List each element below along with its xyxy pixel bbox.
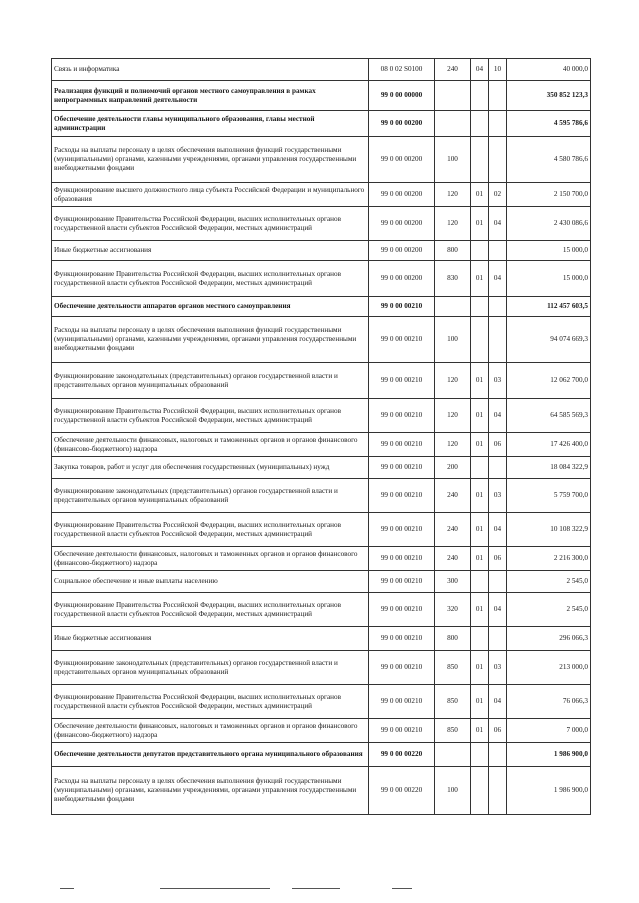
row-expense-type-cell	[435, 81, 471, 111]
table-row	[52, 571, 591, 593]
row-subsection-cell: 03	[489, 651, 507, 685]
row-expense-type-cell: 120	[435, 207, 471, 241]
row-name-cell: Функционирование Правительства Российской Федерации, высших исполнительных органов государственной власти субъектов Российской Федерации, местных администраций	[52, 207, 369, 241]
row-section-cell	[471, 627, 489, 651]
row-section-cell: 01	[471, 547, 489, 571]
row-expense-type-cell: 850	[435, 719, 471, 743]
footer-scan-lines	[0, 888, 639, 894]
row-name-cell: Функционирование высшего должностного лица субъекта Российской Федерации и муниципального образования	[52, 183, 369, 207]
row-section-cell: 01	[471, 207, 489, 241]
row-expense-type-cell: 240	[435, 513, 471, 547]
row-section-cell	[471, 571, 489, 593]
table-row	[52, 513, 591, 547]
row-code-cell: 99 0 00 00200	[369, 111, 435, 137]
row-section-cell: 01	[471, 651, 489, 685]
row-subsection-cell: 03	[489, 363, 507, 399]
row-subsection-cell	[489, 743, 507, 767]
row-name-cell: Обеспечение деятельности главы муниципального образования, главы местной администрации	[52, 111, 369, 137]
row-expense-type-cell: 120	[435, 399, 471, 433]
budget-table	[51, 58, 591, 815]
row-name-cell: Функционирование Правительства Российской Федерации, высших исполнительных органов государственной власти субъектов Российской Федерации, местных администраций	[52, 399, 369, 433]
row-name-cell: Функционирование законодательных (представительных) органов государственной власти и представительных органов муниципальных образований	[52, 479, 369, 513]
row-section-cell	[471, 241, 489, 261]
row-sum-cell: 2 545,0	[507, 571, 591, 593]
table-row	[52, 743, 591, 767]
row-subsection-cell	[489, 457, 507, 479]
row-sum-cell: 10 108 322,9	[507, 513, 591, 547]
row-code-cell: 99 0 00 00210	[369, 479, 435, 513]
row-code-cell: 99 0 00 00210	[369, 433, 435, 457]
row-expense-type-cell	[435, 743, 471, 767]
row-code-cell: 99 0 00 00210	[369, 651, 435, 685]
row-subsection-cell	[489, 627, 507, 651]
row-expense-type-cell: 200	[435, 457, 471, 479]
row-expense-type-cell: 120	[435, 183, 471, 207]
row-code-cell: 99 0 00 00200	[369, 261, 435, 297]
row-expense-type-cell: 800	[435, 241, 471, 261]
row-sum-cell: 12 062 700,0	[507, 363, 591, 399]
row-sum-cell: 2 216 300,0	[507, 547, 591, 571]
row-code-cell: 99 0 00 00210	[369, 513, 435, 547]
row-sum-cell: 15 000,0	[507, 261, 591, 297]
row-expense-type-cell	[435, 111, 471, 137]
row-section-cell	[471, 767, 489, 815]
row-subsection-cell: 06	[489, 719, 507, 743]
row-section-cell: 01	[471, 719, 489, 743]
table-row	[52, 457, 591, 479]
row-section-cell: 01	[471, 363, 489, 399]
row-sum-cell: 40 000,0	[507, 59, 591, 81]
table-row	[52, 767, 591, 815]
row-name-cell: Иные бюджетные ассигнования	[52, 627, 369, 651]
row-expense-type-cell: 240	[435, 547, 471, 571]
row-subsection-cell	[489, 767, 507, 815]
row-section-cell	[471, 457, 489, 479]
row-expense-type-cell: 120	[435, 363, 471, 399]
row-code-cell: 99 0 00 00210	[369, 685, 435, 719]
row-section-cell: 04	[471, 59, 489, 81]
table-row	[52, 261, 591, 297]
row-sum-cell: 112 457 603,5	[507, 297, 591, 317]
row-name-cell: Функционирование законодательных (представительных) органов государственной власти и представительных органов муниципальных образований	[52, 363, 369, 399]
row-expense-type-cell: 850	[435, 651, 471, 685]
table-row	[52, 651, 591, 685]
row-expense-type-cell: 240	[435, 479, 471, 513]
row-expense-type-cell: 120	[435, 433, 471, 457]
row-code-cell: 99 0 00 00000	[369, 81, 435, 111]
row-section-cell: 01	[471, 261, 489, 297]
row-subsection-cell: 04	[489, 593, 507, 627]
row-name-cell: Социальное обеспечение и иные выплаты населению	[52, 571, 369, 593]
table-row	[52, 627, 591, 651]
row-name-cell: Обеспечение деятельности финансовых, налоговых и таможенных органов и органов финансового (финансово-бюджетного) надзора	[52, 433, 369, 457]
row-subsection-cell: 02	[489, 183, 507, 207]
table-row	[52, 399, 591, 433]
row-sum-cell: 296 066,3	[507, 627, 591, 651]
row-name-cell: Связь и информатика	[52, 59, 369, 81]
table-row	[52, 479, 591, 513]
row-expense-type-cell: 100	[435, 767, 471, 815]
row-subsection-cell	[489, 137, 507, 183]
row-code-cell: 08 0 02 S0100	[369, 59, 435, 81]
table-row	[52, 297, 591, 317]
budget-table-body	[52, 59, 591, 815]
row-code-cell: 99 0 00 00210	[369, 547, 435, 571]
row-name-cell: Функционирование Правительства Российской Федерации, высших исполнительных органов государственной власти субъектов Российской Федерации, местных администраций	[52, 261, 369, 297]
row-subsection-cell: 06	[489, 547, 507, 571]
table-row	[52, 137, 591, 183]
table-row	[52, 317, 591, 363]
row-subsection-cell	[489, 241, 507, 261]
row-section-cell: 01	[471, 513, 489, 547]
row-sum-cell: 4 595 786,6	[507, 111, 591, 137]
row-code-cell: 99 0 00 00210	[369, 457, 435, 479]
row-expense-type-cell: 800	[435, 627, 471, 651]
row-section-cell	[471, 137, 489, 183]
row-expense-type-cell: 300	[435, 571, 471, 593]
table-row	[52, 111, 591, 137]
row-expense-type-cell: 100	[435, 317, 471, 363]
row-code-cell: 99 0 00 00200	[369, 137, 435, 183]
row-name-cell: Обеспечение деятельности аппаратов органов местного самоуправления	[52, 297, 369, 317]
row-section-cell	[471, 111, 489, 137]
row-section-cell	[471, 297, 489, 317]
row-sum-cell: 94 074 669,3	[507, 317, 591, 363]
row-subsection-cell: 04	[489, 399, 507, 433]
row-sum-cell: 1 986 900,0	[507, 743, 591, 767]
row-section-cell: 01	[471, 685, 489, 719]
table-row	[52, 547, 591, 571]
row-sum-cell: 2 545,0	[507, 593, 591, 627]
table-row	[52, 685, 591, 719]
row-name-cell: Функционирование Правительства Российской Федерации, высших исполнительных органов государственной власти субъектов Российской Федерации, местных администраций	[52, 513, 369, 547]
row-name-cell: Расходы на выплаты персоналу в целях обеспечения выполнения функций государственными (муниципальными) органами, казенными учреждениями, органами управления государственными внебюджетными фондами	[52, 317, 369, 363]
row-sum-cell: 2 430 086,6	[507, 207, 591, 241]
row-code-cell: 99 0 00 00220	[369, 767, 435, 815]
table-row	[52, 59, 591, 81]
row-section-cell	[471, 81, 489, 111]
row-name-cell: Иные бюджетные ассигнования	[52, 241, 369, 261]
row-name-cell: Реализация функций и полномочий органов местного самоуправления в рамках непрограммных направлений деятельности	[52, 81, 369, 111]
table-row	[52, 593, 591, 627]
table-row	[52, 183, 591, 207]
row-sum-cell: 64 585 569,3	[507, 399, 591, 433]
row-code-cell: 99 0 00 00210	[369, 317, 435, 363]
row-expense-type-cell: 850	[435, 685, 471, 719]
row-subsection-cell	[489, 297, 507, 317]
row-section-cell	[471, 743, 489, 767]
row-code-cell: 99 0 00 00210	[369, 593, 435, 627]
row-name-cell: Обеспечение деятельности депутатов представительного органа муниципального образования	[52, 743, 369, 767]
row-code-cell: 99 0 00 00210	[369, 297, 435, 317]
row-name-cell: Закупка товаров, работ и услуг для обеспечения государственных (муниципальных) нужд	[52, 457, 369, 479]
row-expense-type-cell: 830	[435, 261, 471, 297]
row-code-cell: 99 0 00 00220	[369, 743, 435, 767]
row-code-cell: 99 0 00 00210	[369, 719, 435, 743]
row-sum-cell: 4 580 786,6	[507, 137, 591, 183]
row-name-cell: Расходы на выплаты персоналу в целях обеспечения выполнения функций государственными (муниципальными) органами, казенными учреждениями, органами управления государственными внебюджетными фондами	[52, 767, 369, 815]
row-sum-cell: 17 426 400,0	[507, 433, 591, 457]
row-code-cell: 99 0 00 00210	[369, 627, 435, 651]
table-row	[52, 207, 591, 241]
row-expense-type-cell	[435, 297, 471, 317]
table-row	[52, 433, 591, 457]
row-subsection-cell: 04	[489, 261, 507, 297]
row-sum-cell: 350 852 123,3	[507, 81, 591, 111]
row-section-cell: 01	[471, 593, 489, 627]
row-section-cell: 01	[471, 183, 489, 207]
row-expense-type-cell: 100	[435, 137, 471, 183]
row-subsection-cell: 04	[489, 685, 507, 719]
row-subsection-cell	[489, 111, 507, 137]
row-name-cell: Расходы на выплаты персоналу в целях обеспечения выполнения функций государственными (муниципальными) органами, казенными учреждениями, органами управления государственными внебюджетными фондами	[52, 137, 369, 183]
row-subsection-cell: 04	[489, 207, 507, 241]
row-name-cell: Функционирование Правительства Российской Федерации, высших исполнительных органов государственной власти субъектов Российской Федерации, местных администраций	[52, 593, 369, 627]
row-expense-type-cell: 240	[435, 59, 471, 81]
table-row	[52, 81, 591, 111]
row-subsection-cell	[489, 317, 507, 363]
row-sum-cell: 1 986 900,0	[507, 767, 591, 815]
row-sum-cell: 7 000,0	[507, 719, 591, 743]
row-sum-cell: 5 759 700,0	[507, 479, 591, 513]
row-code-cell: 99 0 00 00200	[369, 241, 435, 261]
row-subsection-cell: 10	[489, 59, 507, 81]
row-code-cell: 99 0 00 00210	[369, 571, 435, 593]
row-sum-cell: 2 150 700,0	[507, 183, 591, 207]
row-name-cell: Функционирование Правительства Российской Федерации, высших исполнительных органов государственной власти субъектов Российской Федерации, местных администраций	[52, 685, 369, 719]
row-sum-cell: 15 000,0	[507, 241, 591, 261]
row-sum-cell: 18 084 322,9	[507, 457, 591, 479]
row-subsection-cell: 04	[489, 513, 507, 547]
table-row	[52, 363, 591, 399]
row-code-cell: 99 0 00 00200	[369, 207, 435, 241]
row-section-cell	[471, 317, 489, 363]
row-subsection-cell	[489, 81, 507, 111]
row-section-cell: 01	[471, 399, 489, 433]
row-name-cell: Функционирование законодательных (представительных) органов государственной власти и представительных органов муниципальных образований	[52, 651, 369, 685]
row-sum-cell: 213 000,0	[507, 651, 591, 685]
row-subsection-cell	[489, 571, 507, 593]
row-code-cell: 99 0 00 00200	[369, 183, 435, 207]
row-code-cell: 99 0 00 00210	[369, 363, 435, 399]
row-sum-cell: 76 066,3	[507, 685, 591, 719]
row-section-cell: 01	[471, 433, 489, 457]
budget-page	[51, 58, 590, 815]
row-code-cell: 99 0 00 00210	[369, 399, 435, 433]
row-expense-type-cell: 320	[435, 593, 471, 627]
row-section-cell: 01	[471, 479, 489, 513]
table-row	[52, 719, 591, 743]
row-name-cell: Обеспечение деятельности финансовых, налоговых и таможенных органов и органов финансового (финансово-бюджетного) надзора	[52, 547, 369, 571]
row-subsection-cell: 06	[489, 433, 507, 457]
row-subsection-cell: 03	[489, 479, 507, 513]
table-row	[52, 241, 591, 261]
row-name-cell: Обеспечение деятельности финансовых, налоговых и таможенных органов и органов финансового (финансово-бюджетного) надзора	[52, 719, 369, 743]
